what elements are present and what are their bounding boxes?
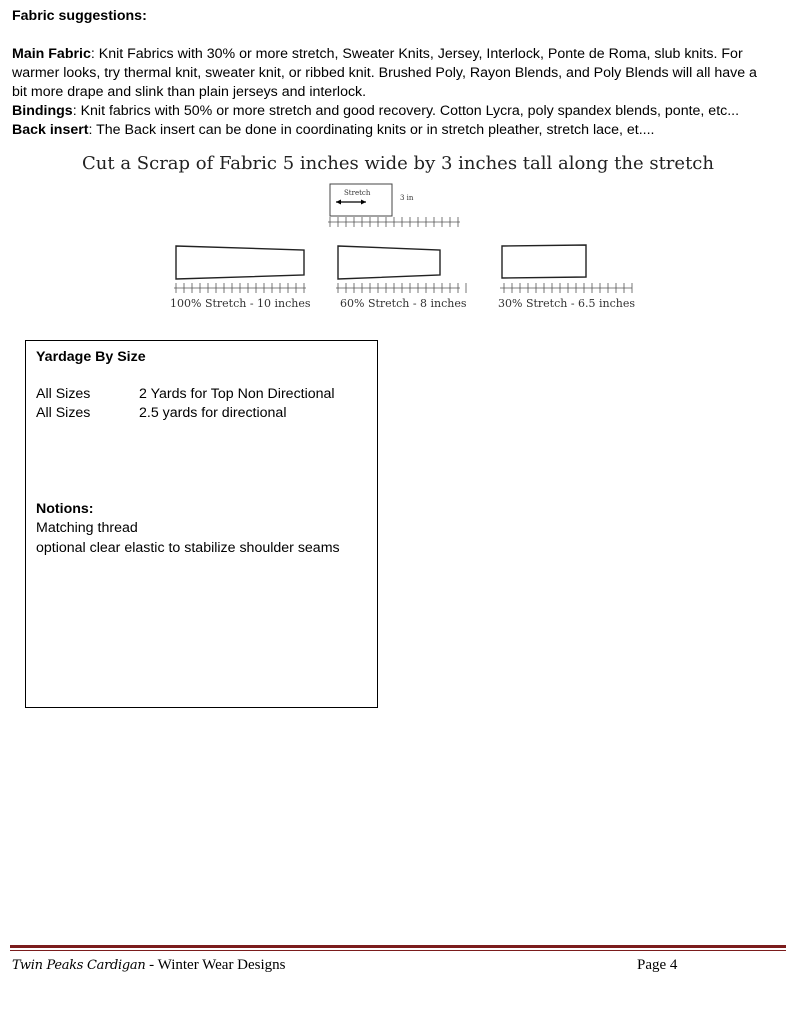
bindings-paragraph [12, 102, 788, 121]
yardage-amount: 2 Yards for Top Non Directional [139, 385, 335, 402]
stretched-scrap-shape [338, 246, 440, 279]
main-fabric-line-1: : Knit Fabrics with 30% or more stretch, Sweater Knits, Jersey, Interlock, Ponte de Roma, slub knits. For [90, 46, 743, 62]
fabric-suggestions [12, 0, 788, 140]
footer-rule-thin [10, 950, 786, 951]
footer-brand-script: Twin Peaks Cardigan [12, 958, 146, 973]
notions-heading: Notions: [36, 500, 94, 517]
main-fabric-line-2: warmer looks, try thermal knit, sweater knit, or ribbed knit. Brushed Poly, Rayon Blends, and Poly Blends will all have a [12, 65, 757, 81]
main-fabric-paragraph [12, 45, 788, 102]
stretch-sample-30 [498, 242, 648, 298]
main-fabric-label: Main Fabric [12, 46, 91, 62]
scrap-height-label: 3 in [400, 194, 414, 202]
main-fabric-line-3: bit more drape and slink than plain jerseys and interlock. [12, 84, 367, 100]
yardage-row [36, 404, 367, 424]
yardage-heading: Yardage By Size [36, 349, 146, 365]
sample-label-60: 60% Stretch - 8 inches [340, 297, 467, 310]
bindings-text: : Knit fabrics with 50% or more stretch and good recovery. Cotton Lycra, poly spandex blends, ponte, etc... [72, 103, 740, 119]
footer-brand [12, 957, 286, 974]
fabric-heading: Fabric suggestions: [12, 8, 147, 24]
back-insert-paragraph [12, 121, 788, 140]
stretch-sample-60 [332, 242, 482, 298]
page-number: Page 4 [637, 957, 678, 973]
bindings-label: Bindings [12, 103, 73, 119]
fabric-scrap-sketch [326, 182, 466, 234]
back-insert-label: Back insert [12, 122, 89, 138]
back-insert-text: : The Back insert can be done in coordinating knits or in stretch pleather, stretch lace, et.... [88, 122, 655, 138]
notion-item: Matching thread [36, 520, 138, 536]
yardage-box [25, 340, 378, 708]
sample-label-30: 30% Stretch - 6.5 inches [498, 297, 636, 310]
yardage-row [36, 385, 367, 405]
sample-label-100: 100% Stretch - 10 inches [170, 297, 311, 310]
footer-rule [10, 945, 786, 948]
yardage-size: All Sizes [36, 385, 91, 402]
stretch-sample-100 [170, 242, 320, 298]
stretch-diagram-title: Cut a Scrap of Fabric 5 inches wide by 3 inches tall along the stretch [82, 153, 714, 174]
notion-item: optional clear elastic to stabilize shoulder seams [36, 539, 340, 556]
yardage-size: All Sizes [36, 405, 91, 421]
footer-brand-rest: - Winter Wear Designs [145, 957, 286, 973]
yardage-amount: 2.5 yards for directional [139, 405, 287, 421]
stretched-scrap-shape [502, 245, 586, 278]
stretched-scrap-shape [176, 246, 304, 279]
scrap-stretch-label: Stretch [344, 189, 371, 197]
